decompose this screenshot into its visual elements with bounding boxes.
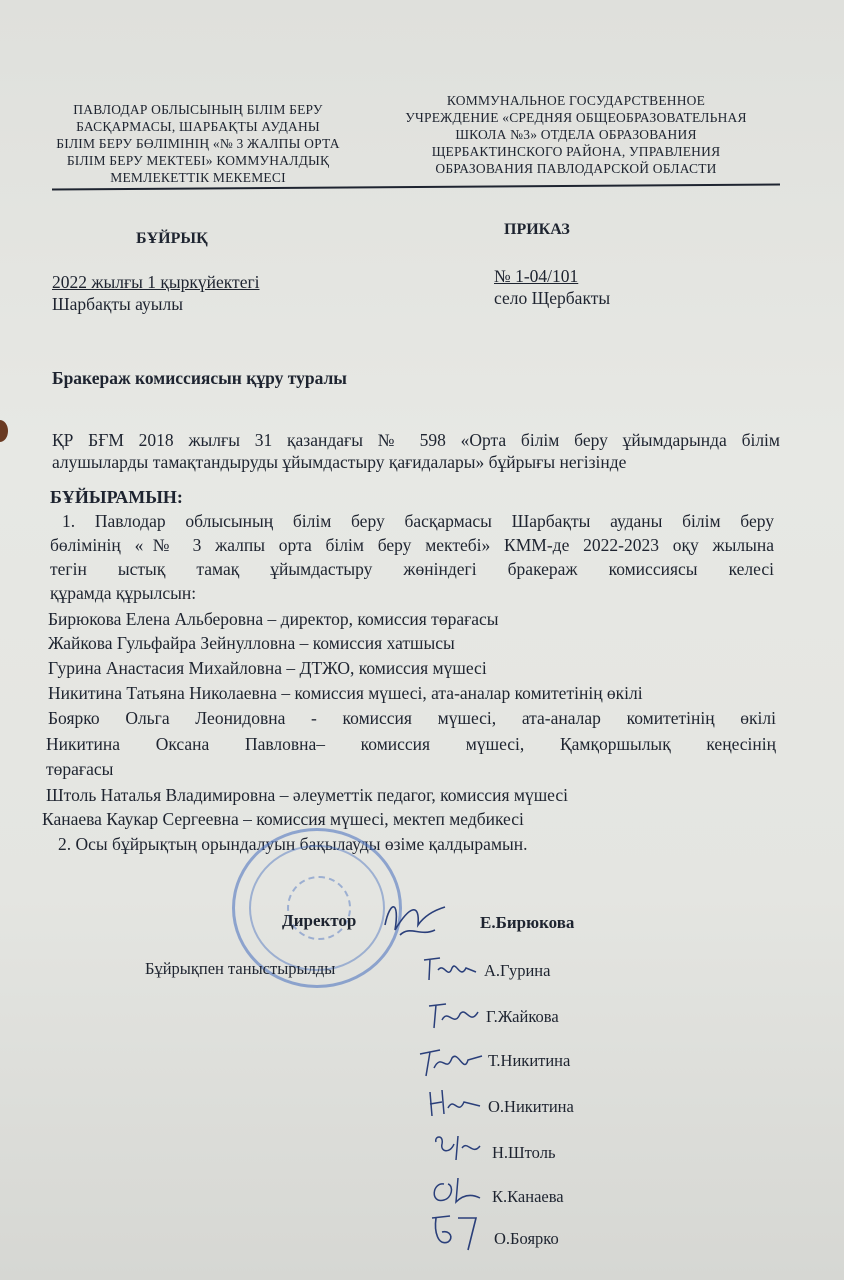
member-line: Штоль Наталья Владимировна – әлеуметтік педагог, комиссия мүшесі <box>46 785 569 805</box>
signature-kanaeva <box>424 1174 484 1214</box>
basis-line: алушыларды тамақтандыруды ұйымдастыру қағидалары» бұйрығы негізінде <box>52 452 627 472</box>
item1-line: 1. Павлодар облысының білім беру басқармасы Шарбақты ауданы білім беру <box>62 511 774 531</box>
member-line: Гурина Анастасия Михайловна – ДТЖО, комиссия мүшесі <box>48 658 487 678</box>
director-label: Директор <box>282 911 357 930</box>
member-line: Никитина Татьяна Николаевна – комиссия мүшесі, ата-аналар комитетінің өкілі <box>48 683 643 703</box>
item1-line: тегін ыстық тамақ ұйымдастыру жөніндегі бракераж комиссиясы келесі <box>50 559 774 579</box>
order-place-ru: село Щербакты <box>494 288 611 308</box>
signature-boyarko <box>428 1212 488 1256</box>
signature-t-nikitina <box>416 1044 486 1084</box>
acquainted-name: Г.Жайкова <box>486 1007 559 1026</box>
member-line: төрағасы <box>46 759 114 779</box>
order-place-kz: Шарбақты ауылы <box>52 294 184 314</box>
header-ru-line: КОММУНАЛЬНОЕ ГОСУДАРСТВЕННОЕ <box>446 93 706 108</box>
signature-o-nikitina <box>424 1086 484 1126</box>
signature-zhaikova <box>424 998 484 1038</box>
acquainted-name: К.Канаева <box>492 1187 564 1206</box>
director-signature <box>380 895 450 945</box>
acquainted-name: Н.Штоль <box>492 1143 556 1162</box>
member-line: Канаева Каукар Сергеевна – комиссия мүшесі, мектеп медбикесі <box>42 809 524 829</box>
member-line: Бирюкова Елена Альберовна – директор, комиссия төрағасы <box>48 609 499 629</box>
member-line: Боярко Ольга Леонидовна - комиссия мүшесі, ата-аналар комитетінің өкілі <box>48 708 776 728</box>
order-title-ru: ПРИКАЗ <box>504 221 570 238</box>
order-subject: Бракераж комиссиясын құру туралы <box>52 368 347 388</box>
header-kz <box>40 101 356 186</box>
acquainted-name: О.Боярко <box>494 1229 559 1248</box>
acquainted-name: Т.Никитина <box>488 1051 571 1070</box>
member-line: Никитина Оксана Павловна– комиссия мүшесі, Қамқоршылық кеңесінің <box>46 734 776 754</box>
header-ru-line: ЩЕРБАКТИНСКОГО РАЙОНА, УПРАВЛЕНИЯ <box>431 144 721 159</box>
basis-line: ҚР БҒМ 2018 жылғы 31 қазандағы № 598 «Орта білім беру ұйымдарында білім <box>52 430 780 450</box>
acquainted-name: О.Никитина <box>488 1097 574 1116</box>
header-kz-line: БАСҚАРМАСЫ, ШАРБАҚТЫ АУДАНЫ <box>76 119 320 134</box>
header-ru-line: УЧРЕЖДЕНИЕ «СРЕДНЯЯ ОБЩЕОБРАЗОВАТЕЛЬНАЯ <box>405 110 747 125</box>
item1-line: бөлімінің «№ 3 жалпы орта білім беру мектебі» КММ-де 2022-2023 оқу жылына <box>50 535 774 555</box>
order-date-kz: 2022 жылғы 1 қыркүйектегі <box>52 272 260 292</box>
header-kz-line: БІЛІМ БЕРУ БӨЛІМІНІҢ «№ 3 ЖАЛПЫ ОРТА <box>56 136 340 151</box>
header-ru-line: ШКОЛА №3» ОТДЕЛА ОБРАЗОВАНИЯ <box>455 127 697 142</box>
acquainted-label: Бұйрықпен таныстырылды <box>145 959 336 978</box>
item1-line: құрамда құрылсын: <box>50 583 197 603</box>
acquainted-name: А.Гурина <box>484 961 551 980</box>
director-name: Е.Бирюкова <box>480 913 575 932</box>
header-ru-line: ОБРАЗОВАНИЯ ПАВЛОДАРСКОЙ ОБЛАСТИ <box>435 161 717 176</box>
signature-shtol <box>430 1130 490 1170</box>
header-kz-line: БІЛІМ БЕРУ МЕКТЕБІ» КОММУНАЛДЫҚ <box>66 153 330 168</box>
member-line: Жайкова Гульфайра Зейнулловна – комиссия хатшысы <box>48 633 455 653</box>
order-number: № 1-04/101 <box>494 266 579 286</box>
item2-line: 2. Осы бұйрықтың орындалуын бақылауды өзіме қалдырамын. <box>58 834 528 854</box>
binder-hole <box>0 420 8 442</box>
header-kz-line: МЕМЛЕКЕТТІК МЕКЕМЕСІ <box>110 170 286 185</box>
header-kz-line: ПАВЛОДАР ОБЛЫСЫНЫҢ БІЛІМ БЕРУ <box>73 102 323 117</box>
header-ru <box>380 92 772 177</box>
order-title-kz: БҰЙРЫҚ <box>136 230 208 247</box>
command-heading: БҰЙЫРАМЫН: <box>50 487 183 507</box>
signature-gurina <box>420 950 480 990</box>
